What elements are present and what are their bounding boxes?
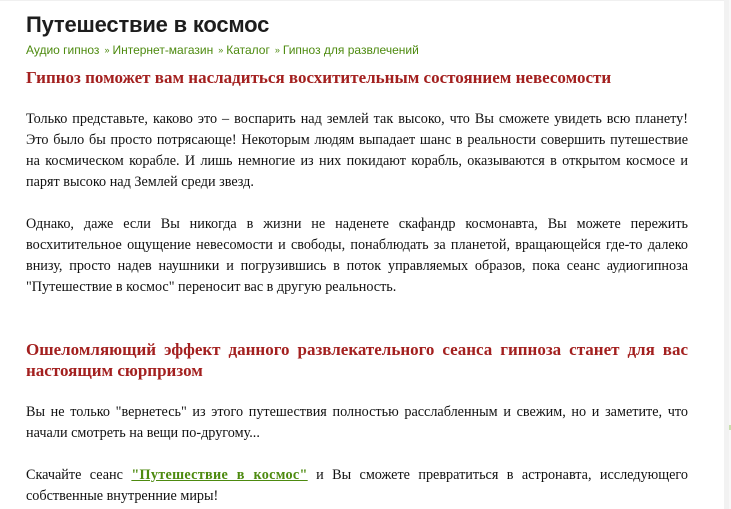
paragraph-return: Вы не только "вернетесь" из этого путешествия полностью расслабленным и свежим, но и заметите, что начали смотреть на вещи по-другому... [26, 404, 688, 441]
breadcrumb-item-online-store[interactable]: Интернет-магазин [112, 43, 214, 57]
paragraph-call-to-action [26, 465, 688, 507]
breadcrumb [26, 43, 688, 59]
section-heading-weightlessness: Гипноз поможет вам насладиться восхитительным состоянием невесомости [26, 68, 612, 87]
breadcrumb-separator-icon: » [274, 45, 280, 55]
page-title: Путешествие в космос [26, 12, 270, 37]
breadcrumb-separator-icon: » [104, 45, 110, 55]
breadcrumb-item-catalog[interactable]: Каталог [226, 43, 270, 57]
paragraph-spacesuit: Однако, даже если Вы никогда в жизни не наденете скафандр космонавта, Вы можете пережить восхитительное ощущение невесомости и свободы, понаблюдать за планетой, вращающейся где-то далеко внизу, просто надев наушники и погрузившись в поток управляемых образов, пока сеанс аудиогипноза "Путешествие в космос" переносит вас в другую реальность. [26, 216, 688, 295]
cta-text-before: Скачайте сеанс [26, 467, 132, 483]
product-link-space-journey[interactable]: "Путешествие в космос" [131, 467, 308, 483]
section-heading-surprise-effect: Ошеломляющий эффект данного развлекательного сеанса гипноза станет для вас настоящим сюрпризом [26, 340, 688, 380]
breadcrumb-separator-icon: » [218, 45, 224, 55]
article [26, 11, 688, 507]
cta-text-after: и Вы сможете превратиться в астронавта, исследующего собственные внутренние миры! [26, 467, 688, 504]
breadcrumb-item-entertainment-hypnosis[interactable]: Гипноз для развлечений [282, 43, 419, 57]
paragraph-intro: Только представьте, каково это – воспарить над землей так высоко, что Вы сможете увидеть всю планету! Это было бы просто потрясающе! Некоторым людям выпадает шанс в реальности совершить путешествие на космическом корабле. И лишь немногие из них покидают корабль, оказываются в открытом космосе и парят высоко над Землей среди звезд. [26, 111, 688, 190]
breadcrumb-item-audio-hypnosis[interactable]: Аудио гипноз [26, 43, 100, 57]
